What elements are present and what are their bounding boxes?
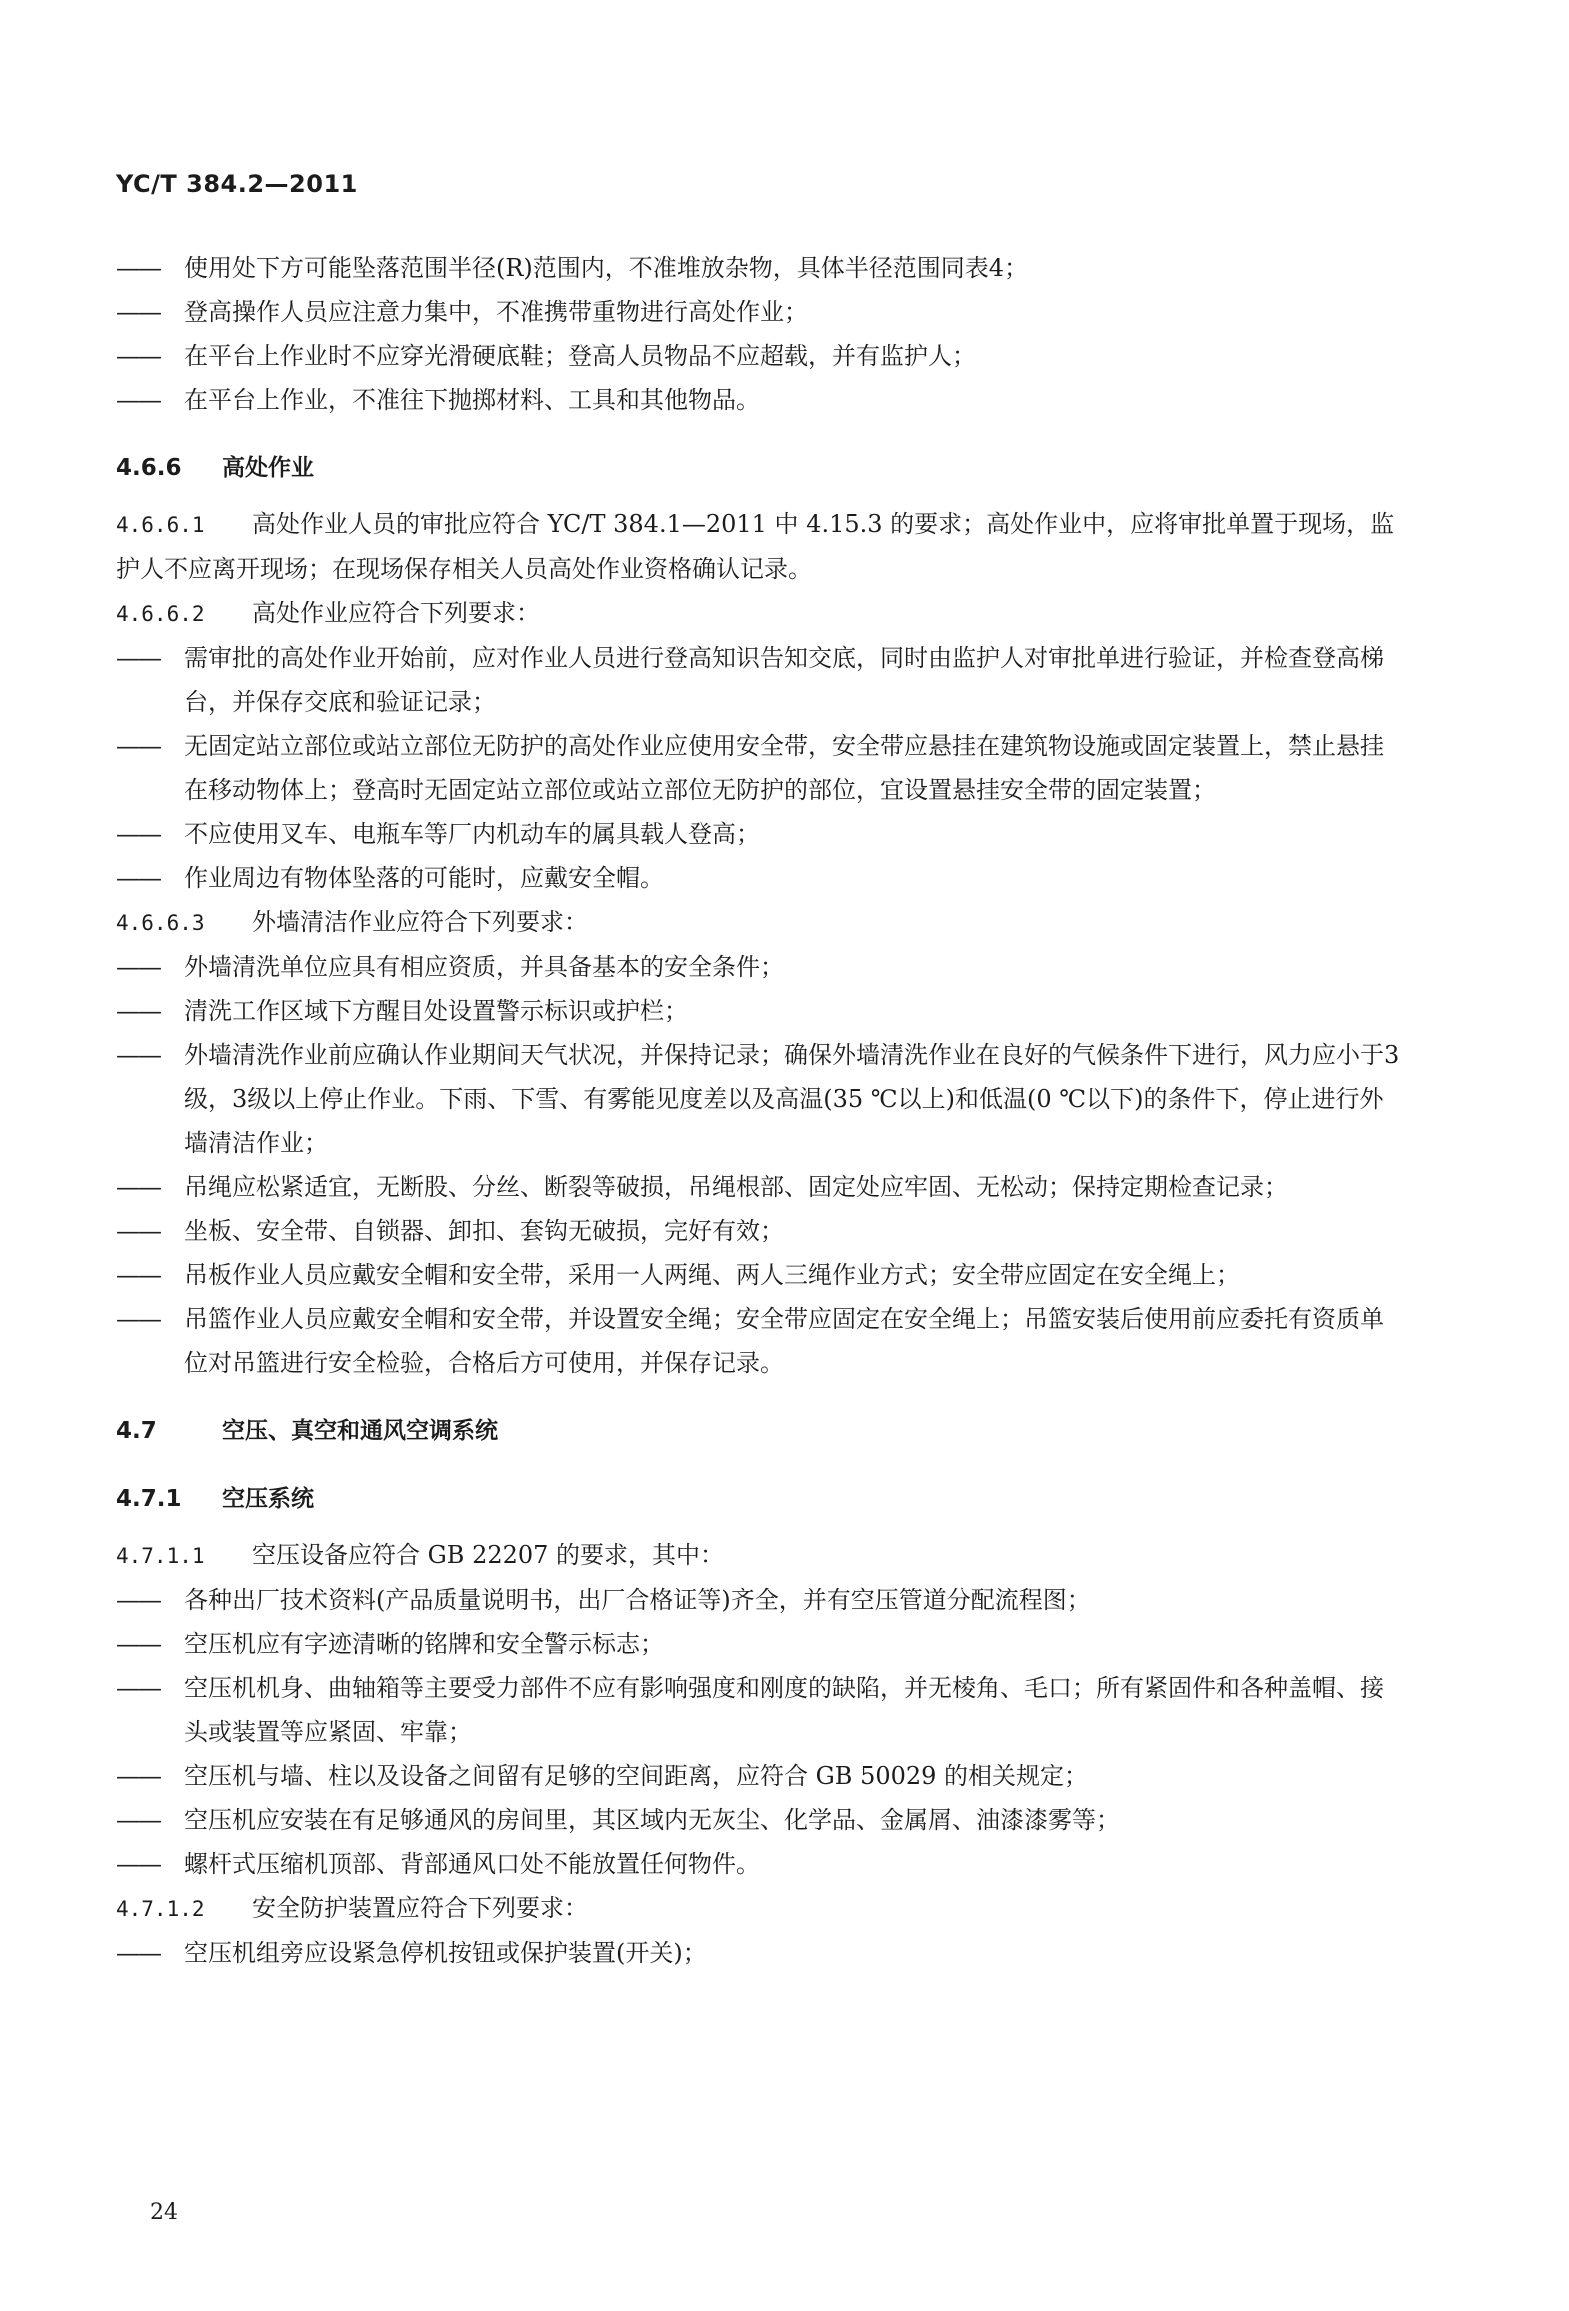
list-item [116, 1931, 1401, 1975]
section-heading-4-7 [116, 1409, 1401, 1453]
standard-code-header: YC/T 384.2—2011 [116, 170, 358, 198]
clause-text: 外墙清洁作业应符合下列要求： [252, 908, 588, 936]
dash-mark: —— [116, 820, 160, 848]
section-title: 空压系统 [222, 1486, 314, 1512]
list-item [116, 812, 1401, 856]
dash-mark: —— [116, 342, 160, 370]
clause-number: 4.6.6.3 [116, 911, 205, 935]
page-content [116, 246, 1401, 1975]
list-item [116, 334, 1401, 378]
list-item [116, 246, 1401, 290]
list-item-text: 空压机应安装在有足够通风的房间里，其区域内无灰尘、化学品、金属屑、油漆漆雾等； [184, 1806, 1120, 1834]
list-item [116, 1754, 1401, 1798]
list-item-text: 空压机机身、曲轴箱等主要受力部件不应有影响强度和刚度的缺陷，并无棱角、毛口；所有紧固件和各种盖帽、接头或装置等应紧固、牢靠； [184, 1674, 1384, 1746]
list-item [116, 724, 1401, 812]
dash-mark: —— [116, 953, 160, 981]
list-item-text: 在平台上作业，不准往下抛掷材料、工具和其他物品。 [184, 386, 760, 414]
clause-number: 4.6.6.1 [116, 513, 205, 537]
list-item [116, 378, 1401, 422]
dash-mark: —— [116, 1261, 160, 1289]
clause-4-6-6-3 [116, 900, 1401, 945]
clause-4-7-1-1 [116, 1533, 1401, 1578]
section-number: 4.6.6 [116, 455, 182, 481]
dash-mark: —— [116, 1041, 160, 1069]
list-item-text: 无固定站立部位或站立部位无防护的高处作业应使用安全带，安全带应悬挂在建筑物设施或固定装置上，禁止悬挂在移动物体上；登高时无固定站立部位或站立部位无防护的部位，宜设置悬挂安全带的固定装置； [184, 732, 1384, 804]
dash-mark: —— [116, 644, 160, 672]
dash-mark: —— [116, 298, 160, 326]
section-number: 4.7 [116, 1418, 157, 1444]
section-title: 高处作业 [222, 455, 314, 481]
list-item [116, 945, 1401, 989]
clause-number: 4.6.6.2 [116, 602, 205, 626]
dash-mark: —— [116, 1762, 160, 1790]
clause-4-6-6-1 [116, 502, 1401, 591]
dash-mark: —— [116, 1305, 160, 1333]
list-item-text: 不应使用叉车、电瓶车等厂内机动车的属具载人登高； [184, 820, 760, 848]
list-item [116, 290, 1401, 334]
list-item [116, 1578, 1401, 1622]
dash-mark: —— [116, 997, 160, 1025]
list-item-text: 需审批的高处作业开始前，应对作业人员进行登高知识告知交底，同时由监护人对审批单进行验证，并检查登高梯台，并保存交底和验证记录； [184, 644, 1384, 716]
page-number: 24 [150, 2200, 178, 2225]
clause-number: 4.7.1.2 [116, 1897, 205, 1921]
section-number: 4.7.1 [116, 1486, 182, 1512]
list-item [116, 856, 1401, 900]
list-item-text: 吊板作业人员应戴安全帽和安全带，采用一人两绳、两人三绳作业方式；安全带应固定在安全绳上； [184, 1261, 1240, 1289]
list-item-text: 使用处下方可能坠落范围半径(R)范围内，不准堆放杂物，具体半径范围同表4； [184, 254, 1029, 282]
list-item [116, 636, 1401, 724]
clause-4-6-6-2 [116, 591, 1401, 636]
list-item-text: 在平台上作业时不应穿光滑硬底鞋；登高人员物品不应超载，并有监护人； [184, 342, 976, 370]
dash-mark: —— [116, 1850, 160, 1878]
list-item-text: 各种出厂技术资料(产品质量说明书，出厂合格证等)齐全，并有空压管道分配流程图； [184, 1586, 1091, 1614]
list-item [116, 1622, 1401, 1666]
dash-mark: —— [116, 1674, 160, 1702]
list-item [116, 1798, 1401, 1842]
list-item-text: 吊篮作业人员应戴安全帽和安全带，并设置安全绳；安全带应固定在安全绳上；吊篮安装后使用前应委托有资质单位对吊篮进行安全检验，合格后方可使用，并保存记录。 [184, 1305, 1384, 1377]
list-item [116, 1253, 1401, 1297]
clause-text: 空压设备应符合 GB 22207 的要求，其中： [252, 1541, 725, 1569]
list-item-text: 吊绳应松紧适宜，无断股、分丝、断裂等破损，吊绳根部、固定处应牢固、无松动；保持定期检查记录； [184, 1173, 1288, 1201]
dash-mark: —— [116, 1586, 160, 1614]
list-item-text: 坐板、安全带、自锁器、卸扣、套钩无破损，完好有效； [184, 1217, 784, 1245]
list-item-text: 螺杆式压缩机顶部、背部通风口处不能放置任何物件。 [184, 1850, 760, 1878]
list-item-text: 作业周边有物体坠落的可能时，应戴安全帽。 [184, 864, 664, 892]
list-item [116, 1209, 1401, 1253]
dash-mark: —— [116, 732, 160, 760]
list-item [116, 1165, 1401, 1209]
list-item-text: 空压机与墙、柱以及设备之间留有足够的空间距离，应符合 GB 50029 的相关规定； [184, 1762, 1089, 1790]
section-heading-4-7-1 [116, 1477, 1401, 1521]
list-item-text: 外墙清洗单位应具有相应资质，并具备基本的安全条件； [184, 953, 784, 981]
list-item [116, 1033, 1401, 1165]
clause-text: 高处作业应符合下列要求： [252, 599, 540, 627]
list-item-text: 空压机应有字迹清晰的铭牌和安全警示标志； [184, 1630, 664, 1658]
list-item-text: 外墙清洗作业前应确认作业期间天气状况，并保持记录；确保外墙清洗作业在良好的气候条件下进行，风力应小于3级，3级以上停止作业。下雨、下雪、有雾能见度差以及高温(35 ℃以上)和低温(0 ℃以下)的条件下，停止进行外墙清洁作业； [184, 1041, 1400, 1157]
dash-mark: —— [116, 1173, 160, 1201]
clause-4-7-1-2 [116, 1886, 1401, 1931]
list-item [116, 1666, 1401, 1754]
clause-text: 高处作业人员的审批应符合 YC/T 384.1—2011 中 4.15.3 的要求；高处作业中，应将审批单置于现场，监护人不应离开现场；在现场保存相关人员高处作业资格确认记录。 [116, 510, 1395, 583]
list-item-text: 登高操作人员应注意力集中，不准携带重物进行高处作业； [184, 298, 808, 326]
dash-mark: —— [116, 386, 160, 414]
section-heading-4-6-6 [116, 446, 1401, 490]
dash-mark: —— [116, 1630, 160, 1658]
dash-mark: —— [116, 864, 160, 892]
section-title: 空压、真空和通风空调系统 [222, 1418, 498, 1444]
list-item-text: 清洗工作区域下方醒目处设置警示标识或护栏； [184, 997, 688, 1025]
dash-mark: —— [116, 254, 160, 282]
dash-mark: —— [116, 1217, 160, 1245]
list-item [116, 989, 1401, 1033]
dash-mark: —— [116, 1939, 160, 1967]
list-item [116, 1842, 1401, 1886]
clause-number: 4.7.1.1 [116, 1544, 205, 1568]
list-item-text: 空压机组旁应设紧急停机按钮或保护装置(开关)； [184, 1939, 707, 1967]
clause-text: 安全防护装置应符合下列要求： [252, 1894, 588, 1922]
list-item [116, 1297, 1401, 1385]
dash-mark: —— [116, 1806, 160, 1834]
